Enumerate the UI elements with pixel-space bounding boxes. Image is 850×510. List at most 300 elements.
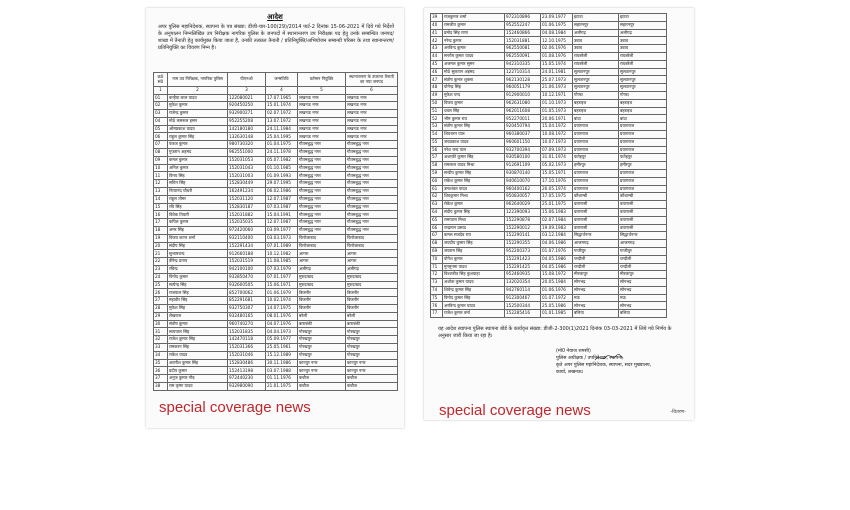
- table-cell: योगेश कुमार: [443, 255, 505, 263]
- table-cell: गौतमबुद्ध नगर: [346, 180, 398, 188]
- table-cell: प्रयागराज: [573, 185, 619, 193]
- table-cell: 03: [154, 110, 168, 118]
- signature-city: कार्या, लखनऊ।: [556, 370, 584, 375]
- table-cell: रायबरेली: [573, 52, 619, 60]
- table-cell: चन्दौली: [619, 255, 667, 263]
- table-cell: 14.07.1975: [266, 305, 298, 313]
- table-row: [154, 188, 398, 196]
- signature-block: [556, 348, 686, 376]
- table-row: [154, 305, 398, 313]
- table-cell: 152031053: [228, 156, 266, 164]
- table-cell: गौतमबुद्ध नगर: [298, 211, 346, 219]
- table-cell: 962130128: [505, 76, 541, 84]
- table-cell: 50: [431, 99, 443, 107]
- table-cell: 17.10.1976: [541, 177, 573, 185]
- table-cell: 74: [431, 286, 443, 294]
- table-cell: 152291423: [505, 255, 541, 263]
- table-cell: मुरादाबाद: [346, 273, 398, 281]
- table-cell: 53: [431, 123, 443, 131]
- table-cell: 24.11.1984: [266, 125, 298, 133]
- table-row: [154, 149, 398, 157]
- table-cell: 940610070: [505, 177, 541, 185]
- table-row: [431, 271, 667, 279]
- table-cell: 950830057: [505, 193, 541, 201]
- table-cell: 07.01.1977: [266, 273, 298, 281]
- table-cell: लखनऊ नगर: [346, 125, 398, 133]
- table-cell: कानपुर नगर: [298, 367, 346, 375]
- table-cell: 01.08.1976: [541, 52, 573, 60]
- table-row: [154, 234, 398, 242]
- table-cell: 10: [154, 164, 168, 172]
- table-cell: 952270011: [505, 115, 541, 123]
- table-cell: प्रयागराज: [573, 146, 619, 154]
- table-cell: 07.01.1989: [266, 242, 298, 250]
- table-cell: गौतमबुद्ध नगर: [298, 156, 346, 164]
- table-cell: 122390093: [505, 208, 541, 216]
- table-cell: 962640029: [505, 201, 541, 209]
- table-cell: 28: [154, 305, 168, 313]
- table-row: [431, 99, 667, 107]
- table-cell: गौतमबुद्ध नगर: [298, 180, 346, 188]
- table-row: [154, 281, 398, 289]
- table-cell: राजेश कुमार सिंह: [168, 336, 228, 344]
- table-cell: प्रयागराज: [619, 123, 667, 131]
- table-cell: 920450794: [505, 123, 541, 131]
- table-cell: गोरखपुर: [346, 351, 398, 359]
- table-cell: 41: [431, 29, 443, 37]
- table-cell: अशोक कुमार यादव: [443, 279, 505, 287]
- table-cell: विश्वजीत सिंह कुशवाहा: [443, 271, 505, 279]
- table-cell: 62: [431, 193, 443, 201]
- table-cell: 52: [431, 115, 443, 123]
- table-cell: 01: [154, 94, 168, 102]
- table-cell: 04.05.1986: [541, 263, 573, 271]
- table-cell: 912660188: [228, 250, 266, 258]
- table-cell: शिवचरन पाल: [443, 130, 505, 138]
- table-cell: 01.06.1979: [266, 289, 298, 297]
- table-cell: गौतमबुद्ध नगर: [346, 141, 398, 149]
- table-cell: 142470118: [228, 336, 266, 344]
- table-cell: 152291434: [228, 242, 266, 250]
- table-cell: 152031003: [228, 172, 266, 180]
- table-cell: रामकरन सिंह: [168, 344, 228, 352]
- table-cell: 24.01.1981: [541, 68, 573, 76]
- table-cell: 932850470: [228, 273, 266, 281]
- table-cell: 23.09.1977: [541, 14, 573, 22]
- table-cell: मीरजापुर: [573, 271, 619, 279]
- table-cell: 02.07.1984: [541, 216, 573, 224]
- table-row: [154, 164, 398, 172]
- order-page-right: [424, 8, 694, 420]
- table-cell: 42: [431, 37, 443, 45]
- table-cell: 01.05.1973: [541, 107, 573, 115]
- table-cell: अलीगढ़: [619, 29, 667, 37]
- table-row: [154, 297, 398, 305]
- table-cell: 152031366: [228, 344, 266, 352]
- table-cell: 19: [154, 234, 168, 242]
- index-cell: 3: [228, 87, 266, 95]
- table-cell: 06.02.1986: [266, 188, 298, 196]
- table-cell: 45: [431, 60, 443, 68]
- table-row: [431, 263, 667, 271]
- table-cell: 47: [431, 76, 443, 84]
- table-cell: अलीगढ़: [573, 29, 619, 37]
- table-cell: लखनऊ नगर: [346, 94, 398, 102]
- table-cell: 960380037: [505, 130, 541, 138]
- table-cell: 20.06.1971: [541, 115, 573, 123]
- table-cell: वाराणसी: [619, 224, 667, 232]
- table-cell: 21.06.1973: [541, 84, 573, 92]
- table-cell: 952255208: [228, 117, 266, 125]
- table-cell: 04: [154, 117, 168, 125]
- table-cell: 13.07.1972: [266, 117, 298, 125]
- table-cell: 24.11.1978: [266, 149, 298, 157]
- table-row: [431, 29, 667, 37]
- table-cell: सुलतानपुर: [619, 76, 667, 84]
- index-cell: 1: [154, 87, 168, 95]
- table-row: [154, 102, 398, 110]
- table-cell: गौतमबुद्ध नगर: [298, 203, 346, 211]
- table-cell: 04.05.1986: [541, 255, 573, 263]
- table-cell: 08: [154, 149, 168, 157]
- table-cell: बरेली: [346, 312, 398, 320]
- table-cell: 152290012: [505, 224, 541, 232]
- table-cell: लखनऊ नगर: [298, 133, 346, 141]
- table-row: [431, 146, 667, 154]
- table-cell: गौतमबुद्ध नगर: [298, 188, 346, 196]
- table-cell: 122080021: [228, 94, 266, 102]
- table-cell: बहराइच: [619, 107, 667, 115]
- table-cell: सुलतानपुर: [619, 84, 667, 92]
- table-cell: आगरा: [346, 258, 398, 266]
- table-cell: रामजीत कुमार: [443, 21, 505, 29]
- table-cell: विनोद कुमार सिंह: [443, 294, 505, 302]
- table-cell: वाराणसी: [573, 208, 619, 216]
- table-cell: लखनऊ नगर: [298, 125, 346, 133]
- table-cell: मुकेश कुमार: [168, 102, 228, 110]
- table-cell: 17.07.1965: [266, 94, 298, 102]
- table-cell: 18: [154, 227, 168, 235]
- table-cell: अनुज कुमार गौड़: [168, 375, 228, 383]
- table-cell: आजमगढ़: [619, 240, 667, 248]
- table-cell: 63: [431, 201, 443, 209]
- table-cell: 152460866: [505, 29, 541, 37]
- table-cell: जयदीप कुमार सिंह: [443, 240, 505, 248]
- table-cell: 36: [154, 367, 168, 375]
- table-cell: 972420060: [228, 227, 266, 235]
- table-cell: 48: [431, 84, 443, 92]
- header-cell: क्र0 सं0: [154, 73, 168, 87]
- table-cell: नरेश चन्द पाल: [443, 146, 505, 154]
- table-row: [431, 91, 667, 99]
- table-cell: 932110400: [228, 234, 266, 242]
- table-cell: सोनभद्र: [573, 279, 619, 287]
- table-cell: 20.05.1984: [541, 279, 573, 287]
- order-title: आदेश: [267, 13, 283, 21]
- table-cell: 960740270: [228, 320, 266, 328]
- table-cell: 932480165: [228, 312, 266, 320]
- table-cell: अलीगढ़: [346, 266, 398, 274]
- table-cell: 15.05.1974: [541, 60, 573, 68]
- table-cell: वाराणसी: [619, 208, 667, 216]
- table-cell: 01.06.1976: [541, 286, 573, 294]
- table-cell: 69: [431, 247, 443, 255]
- table-cell: 51: [431, 107, 443, 115]
- table-cell: योगेन्द्र सिंह: [443, 84, 505, 92]
- table-cell: 67: [431, 232, 443, 240]
- table-cell: प्रयागराज: [619, 138, 667, 146]
- table-cell: 64: [431, 208, 443, 216]
- table-cell: 942310335: [505, 60, 541, 68]
- table-cell: 70: [431, 255, 443, 263]
- header-cell: नाम उप निरीक्षक, नागरिक पुलिस: [168, 73, 228, 87]
- table-cell: सचिन सिंह: [168, 180, 228, 188]
- table-row: [431, 162, 667, 170]
- table-cell: 25.04.1995: [266, 133, 298, 141]
- table-cell: 04.06.1986: [541, 240, 573, 248]
- table-cell: बांदा: [619, 115, 667, 123]
- table-cell: 29.07.1995: [266, 180, 298, 188]
- table-cell: 15.04.1991: [266, 211, 298, 219]
- table-cell: 01.06.1975: [541, 21, 573, 29]
- table-cell: सन्तोष कुमार यादव: [443, 52, 505, 60]
- signature-office: कृते अपर पुलिस महानिदेशक, स्थापना, सदर मुख्यालय,: [556, 363, 652, 368]
- table-cell: प्रयागराज: [573, 169, 619, 177]
- header-cell: स्थानान्तरण के उपरान्त तैनाती का नया जनपद: [346, 73, 398, 87]
- table-cell: 960601150: [505, 138, 541, 146]
- table-cell: 25.05.1961: [266, 344, 298, 352]
- table-cell: हमीरपुर: [619, 162, 667, 170]
- table-cell: बिजनौर: [346, 289, 398, 297]
- table-cell: अवनीश कुमार सिंह: [168, 359, 228, 367]
- table-row: [154, 328, 398, 336]
- table-cell: सोनभद्र: [619, 279, 667, 287]
- table-cell: गौतमबुद्ध नगर: [298, 164, 346, 172]
- table-row: [154, 219, 398, 227]
- table-cell: अजमल कुमार सुमन: [443, 60, 505, 68]
- watermark-left: special coverage news: [159, 399, 311, 416]
- table-cell: 01.10.1973: [541, 99, 573, 107]
- table-cell: 12: [154, 180, 168, 188]
- table-row: [154, 312, 398, 320]
- table-cell: सुभाषचन्द: [168, 250, 228, 258]
- table-row: [154, 266, 398, 274]
- table-cell: मीरजापुर: [619, 271, 667, 279]
- table-cell: गौतमबुद्ध नगर: [346, 219, 398, 227]
- table-cell: राजकुमार शर्मा: [443, 14, 505, 22]
- table-row: [431, 123, 667, 131]
- table-cell: गोरखपुर: [346, 328, 398, 336]
- table-cell: 980730320: [228, 141, 266, 149]
- table-cell: 932900271: [228, 110, 266, 118]
- table-cell: संदीप कुमार सिंह: [443, 208, 505, 216]
- table-cell: 15.06.1971: [266, 281, 298, 289]
- table-cell: सिद्धार्थनगर: [573, 232, 619, 240]
- table-cell: 02: [154, 102, 168, 110]
- table-cell: 05.07.1982: [266, 156, 298, 164]
- table-row: [431, 216, 667, 224]
- table-cell: कन्नौज: [298, 382, 346, 390]
- table-cell: सोनभद्र: [573, 286, 619, 294]
- table-cell: राजपाल सिंह: [168, 289, 228, 297]
- table-cell: 152031046: [228, 351, 266, 359]
- table-cell: चन्दौली: [619, 263, 667, 271]
- table-cell: राजेश कुमार वर्मा: [443, 310, 505, 318]
- table-cell: 33: [154, 344, 168, 352]
- table-row: [431, 310, 667, 318]
- table-cell: 44: [431, 52, 443, 60]
- table-cell: मुनमुनमा यादव: [443, 263, 505, 271]
- header-cell: जन्मतिथि: [266, 73, 298, 87]
- table-row: [154, 125, 398, 133]
- table-cell: 01.10.1985: [266, 164, 298, 172]
- table-cell: संतोष कुमार शुक्ला: [443, 76, 505, 84]
- table-cell: 04.07.1976: [266, 320, 298, 328]
- table-cell: 10.12.1971: [541, 91, 573, 99]
- table-cell: वाराणसी: [573, 216, 619, 224]
- table-cell: 34: [154, 351, 168, 359]
- table-cell: 05: [154, 125, 168, 133]
- table-cell: लखनऊ नगर: [298, 94, 346, 102]
- table-cell: 31: [154, 328, 168, 336]
- table-cell: नित्यानंद चौधरी: [168, 188, 228, 196]
- table-cell: कौशाम्बी: [619, 193, 667, 201]
- table-cell: 25.07.1973: [541, 76, 573, 84]
- table-row: [154, 359, 398, 367]
- table-row: [431, 138, 667, 146]
- table-cell: 13: [154, 188, 168, 196]
- table-cell: 19.09.1983: [541, 224, 573, 232]
- table-cell: रायबरेली: [619, 52, 667, 60]
- table-cell: 142180180: [228, 125, 266, 133]
- table-cell: अरविन्द कुमार यादव: [443, 302, 505, 310]
- table-cell: 852700062: [228, 289, 266, 297]
- table-cell: 962550081: [505, 45, 541, 53]
- table-row: [154, 180, 398, 188]
- table-row: [154, 94, 398, 102]
- table-row: [431, 45, 667, 53]
- table-cell: 37: [154, 375, 168, 383]
- table-cell: उन्नाव: [619, 45, 667, 53]
- table-cell: 132020354: [505, 279, 541, 287]
- signature-name: (मो0 नेयाज शमसी): [556, 349, 591, 354]
- table-cell: आगरा: [298, 250, 346, 258]
- table-row: [154, 273, 398, 281]
- table-cell: 912691109: [505, 162, 541, 170]
- table-cell: सत्यपाल सिंह: [168, 328, 228, 336]
- table-cell: 30.11.1986: [266, 359, 298, 367]
- table-cell: 132630148: [228, 133, 266, 141]
- table-cell: 65: [431, 216, 443, 224]
- table-cell: गौतमबुद्ध नगर: [346, 203, 398, 211]
- table-row: [154, 117, 398, 125]
- table-cell: 962551000: [228, 149, 266, 157]
- distribution-label: -वितरण-: [670, 410, 686, 415]
- table-cell: फिरोजाबाद: [346, 234, 398, 242]
- table-row: [431, 14, 667, 22]
- table-row: [154, 195, 398, 203]
- table-cell: गौतमबुद्ध नगर: [298, 195, 346, 203]
- table-cell: 03.12.1984: [541, 232, 573, 240]
- table-cell: 152413198: [228, 367, 266, 375]
- index-cell: 2: [168, 87, 228, 95]
- table-cell: बहराइच: [573, 107, 619, 115]
- table-cell: गोरखपुर: [298, 328, 346, 336]
- table-cell: राजेन्द्र कुमार: [168, 110, 228, 118]
- table-cell: रामलाल यादव मिश्रा: [443, 162, 505, 170]
- table-cell: गौतमबुद्ध नगर: [346, 164, 398, 172]
- table-cell: 05.02.1973: [541, 162, 573, 170]
- table-cell: सोनभद्र: [619, 302, 667, 310]
- table-row: [431, 255, 667, 263]
- table-row: [431, 247, 667, 255]
- table-cell: 962011608: [505, 107, 541, 115]
- table-cell: कन्नौज: [298, 375, 346, 383]
- table-cell: 152031882: [228, 211, 266, 219]
- table-cell: बिजनौर: [298, 305, 346, 313]
- table-cell: राहुल तोमर: [168, 195, 228, 203]
- table-cell: उन्नाव: [619, 37, 667, 45]
- table-cell: 25.05.1986: [541, 302, 573, 310]
- header-cell: वर्तमान नियुक्ति: [298, 73, 346, 87]
- table-cell: 930870140: [505, 169, 541, 177]
- table-row: [154, 227, 398, 235]
- table-cell: प्रदीप कुमार: [168, 367, 228, 375]
- table-cell: 01.04.1975: [266, 141, 298, 149]
- table-cell: 960400162: [505, 185, 541, 193]
- table-row: [154, 110, 398, 118]
- table-cell: 07.03.1987: [266, 203, 298, 211]
- table-cell: कपिल कुमार: [168, 219, 228, 227]
- table-row: [154, 375, 398, 383]
- table-cell: बहराइच: [619, 99, 667, 107]
- table-cell: वाराणसी: [619, 201, 667, 209]
- table-row: [154, 344, 398, 352]
- table-cell: सुलतानपुर: [573, 76, 619, 84]
- table-cell: विनोद कुमार: [168, 273, 228, 281]
- table-row: [431, 177, 667, 185]
- table-cell: चन्द्रमान प्रसाद: [443, 224, 505, 232]
- table-cell: 152031043: [228, 164, 266, 172]
- table-cell: सोनभद्र: [619, 286, 667, 294]
- table-cell: धवल सिंह: [443, 107, 505, 115]
- table-cell: 152830486: [228, 359, 266, 367]
- table-cell: 122710314: [505, 68, 541, 76]
- table-cell: 12.10.1975: [541, 37, 573, 45]
- table-cell: 962631080: [505, 99, 541, 107]
- table-cell: 29: [154, 312, 168, 320]
- table-cell: 152830449: [228, 180, 266, 188]
- table-cell: 68: [431, 240, 443, 248]
- table-cell: प्रयागराज: [619, 185, 667, 193]
- table-row: [154, 250, 398, 258]
- table-cell: 152290355: [505, 240, 541, 248]
- table-cell: 26: [154, 289, 168, 297]
- table-cell: 152031881: [505, 37, 541, 45]
- index-cell: 4: [266, 87, 298, 95]
- table-cell: 01.01.1985: [541, 310, 573, 318]
- table-cell: सुलतानपुर: [619, 68, 667, 76]
- table-cell: कन्नौज: [346, 375, 398, 383]
- table-cell: गोरखपुर: [298, 351, 346, 359]
- table-cell: रोकेश कुमार: [443, 201, 505, 209]
- table-cell: 06: [154, 133, 168, 141]
- table-row: [431, 286, 667, 294]
- table-cell: 10.12.1982: [266, 250, 298, 258]
- table-cell: 23: [154, 266, 168, 274]
- table-cell: कमल कुमार: [168, 156, 228, 164]
- table-cell: 11: [154, 172, 168, 180]
